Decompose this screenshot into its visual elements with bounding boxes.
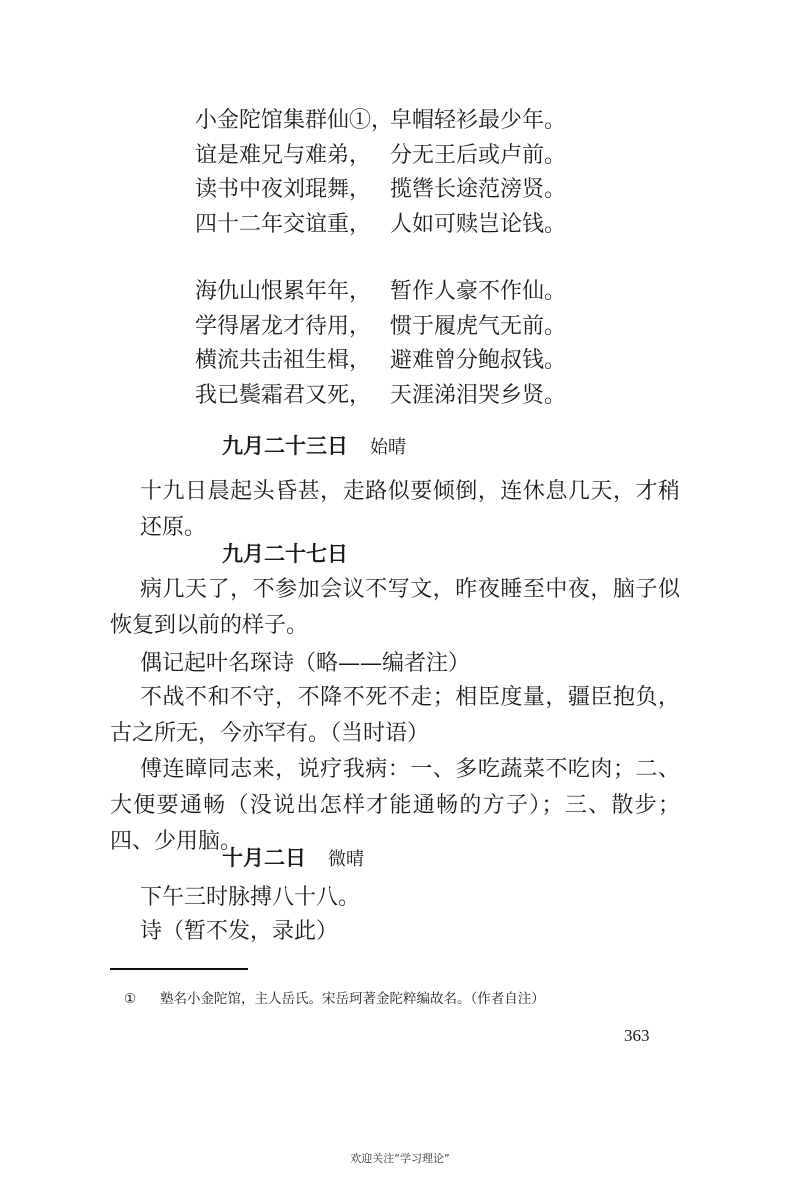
poem-line [195, 379, 566, 414]
entry-paragraph: 下午三时脉搏八十八。 [140, 885, 361, 910]
poem-line-first-half: 小金陀馆集群仙①， [195, 108, 394, 133]
poem-line-first-half: 四十二年交谊重， [195, 211, 372, 237]
diary-date-heading [222, 538, 348, 568]
diary-date-heading [222, 842, 364, 872]
diary-date-heading [222, 430, 406, 460]
poem-line-second-half: 避难曾分鲍叔钱。 [390, 348, 567, 373]
poem-line-second-half: 揽辔长途范滂贤。 [390, 177, 567, 202]
entry-date: 十月二日 [222, 846, 306, 870]
entry-paragraph: 不战不和不守，不降不死不走；相臣度量，疆臣抱负，古之所无，今亦罕有。（当时语） [110, 685, 680, 746]
poem-line-first-half: 我已鬓霜君又死， [195, 382, 372, 408]
entry-paragraph: 诗（暂不发，录此） [140, 919, 339, 944]
entry-paragraph: 傅连暲同志来，说疗我病：一、多吃蔬菜不吃肉；二、大便要通畅（没说出怎样才能通畅的方子）；三、散步；四、少用脑。 [110, 757, 680, 854]
poem-line-first-half: 横流共击祖生楫， [195, 348, 372, 373]
poem-line [195, 310, 566, 345]
poem-line-second-half: 惯于履虎气无前。 [390, 313, 567, 339]
poem-stanza-1 [195, 104, 566, 242]
poem-stanza-2 [195, 275, 566, 413]
poem-line-first-half: 学得屠龙才待用， [195, 313, 372, 339]
watermark-caption: 欢迎关注“学习理论” [350, 1152, 450, 1165]
poem-line-first-half: 谊是难兄与难弟， [195, 142, 372, 168]
entry-paragraph: 偶记起叶名琛诗（略——编者注） [140, 651, 471, 676]
poem-line-second-half: 皁帽轻衫最少年。 [390, 108, 567, 133]
entry-weather: 始晴 [370, 437, 406, 458]
entry-paragraph: 十九日晨起头昏甚，走路似要倾倒，连休息几天，才稍还原。 [140, 479, 680, 540]
poem-line-second-half: 人如可赎岂论钱。 [390, 211, 567, 237]
poem-line [195, 173, 566, 208]
footnote-divider [110, 968, 248, 970]
footnote [124, 987, 545, 1007]
poem-line [195, 344, 566, 379]
poem-line-first-half: 读书中夜刘琨舞， [195, 177, 372, 202]
page-number: 363 [624, 1026, 650, 1045]
entry-date: 九月二十七日 [222, 542, 348, 566]
poem-line [195, 275, 566, 310]
poem-line-second-half: 分无王后或卢前。 [390, 142, 567, 168]
entry-paragraph: 病几天了，不参加会议不写文，昨夜睡至中夜，脑子似恢复到以前的样子。 [110, 577, 680, 638]
entry-weather: 微晴 [328, 849, 364, 870]
poem-line-first-half: 海仇山恨累年年， [195, 279, 372, 304]
poem-line-second-half: 暂作人豪不作仙。 [390, 279, 567, 304]
poem-line [195, 104, 566, 139]
poem-line-second-half: 天涯涕泪哭乡贤。 [390, 382, 567, 408]
footnote-text: 塾名小金陀馆，主人岳氏。宋岳珂著金陀粹编故名。（作者自注） [160, 991, 545, 1007]
poem-line [195, 139, 566, 174]
poem-line [195, 208, 566, 243]
footnote-mark: ① [124, 991, 137, 1007]
entry-date: 九月二十三日 [222, 434, 348, 458]
